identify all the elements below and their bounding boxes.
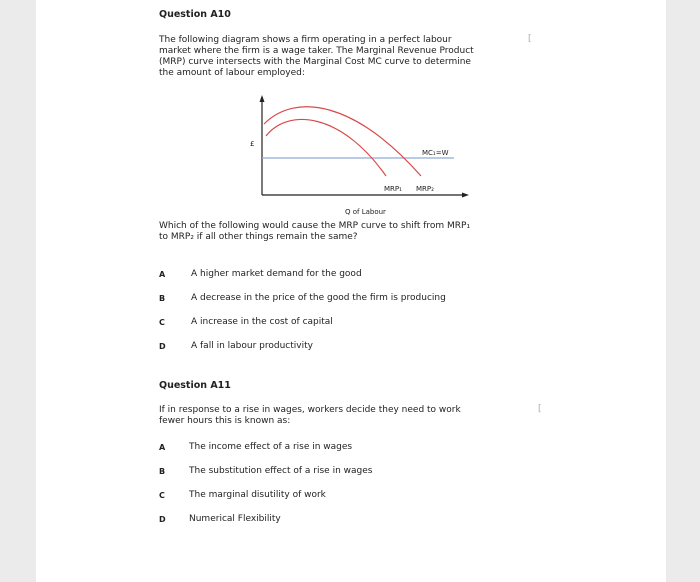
option-text: A fall in labour productivity xyxy=(191,341,313,351)
option-letter: B xyxy=(159,466,166,476)
mrp2-label: MRP₂ xyxy=(416,185,434,193)
question-a10-title: Question A10 xyxy=(159,9,231,20)
intro-line: the amount of labour employed: xyxy=(159,68,305,78)
option-letter: B xyxy=(159,293,166,303)
option-a[interactable] xyxy=(159,262,446,286)
option-b[interactable] xyxy=(159,459,372,483)
option-text: Numerical Flexibility xyxy=(189,514,281,524)
option-letter: C xyxy=(159,490,165,500)
option-letter: A xyxy=(159,442,166,452)
mrp1-curve xyxy=(264,107,421,176)
option-text: The income effect of a rise in wages xyxy=(189,442,353,452)
option-text: The substitution effect of a rise in wages xyxy=(189,466,373,476)
y-axis-label: £ xyxy=(250,140,255,148)
option-letter: D xyxy=(159,341,166,351)
option-text: A higher market demand for the good xyxy=(191,269,362,279)
question-a10-options xyxy=(159,262,446,358)
intro-line: market where the firm is a wage taker. The Marginal Revenue Product xyxy=(159,46,474,56)
option-text: A decrease in the price of the good the firm is producing xyxy=(191,293,446,303)
option-text: The marginal disutility of work xyxy=(189,490,326,500)
question-line: to MRP₂ if all other things remain the same? xyxy=(159,232,358,242)
question-a10-prompt xyxy=(159,221,470,243)
option-text: A increase in the cost of capital xyxy=(191,317,333,327)
option-b[interactable] xyxy=(159,286,446,310)
document-page xyxy=(36,0,666,582)
question-line: fewer hours this is known as: xyxy=(159,416,291,426)
option-letter: C xyxy=(159,317,165,327)
option-letter: D xyxy=(159,514,166,524)
question-a11-prompt xyxy=(159,405,461,427)
question-a10-intro xyxy=(159,35,474,79)
question-a11-options xyxy=(159,435,372,531)
option-c[interactable] xyxy=(159,310,446,334)
question-line: Which of the following would cause the MRP curve to shift from MRP₁ xyxy=(159,221,471,231)
margin-bracket: [ xyxy=(528,34,532,44)
question-a11-title: Question A11 xyxy=(159,380,231,391)
option-d[interactable] xyxy=(159,507,372,531)
y-axis-arrow xyxy=(260,95,265,102)
mc-label: MC₁=W xyxy=(422,149,449,157)
x-axis-arrow xyxy=(462,193,469,198)
intro-line: The following diagram shows a firm operating in a perfect labour xyxy=(159,35,452,45)
x-axis-label: Q of Labour xyxy=(345,208,386,216)
mrp1-label: MRP₁ xyxy=(384,185,402,193)
option-a[interactable] xyxy=(159,435,372,459)
option-c[interactable] xyxy=(159,483,372,507)
margin-bracket: [ xyxy=(538,404,542,414)
intro-line: (MRP) curve intersects with the Marginal Cost MC curve to determine xyxy=(159,57,471,67)
option-d[interactable] xyxy=(159,334,446,358)
labour-market-diagram xyxy=(226,92,486,218)
question-line: If in response to a rise in wages, workers decide they need to work xyxy=(159,405,461,415)
option-letter: A xyxy=(159,269,166,279)
